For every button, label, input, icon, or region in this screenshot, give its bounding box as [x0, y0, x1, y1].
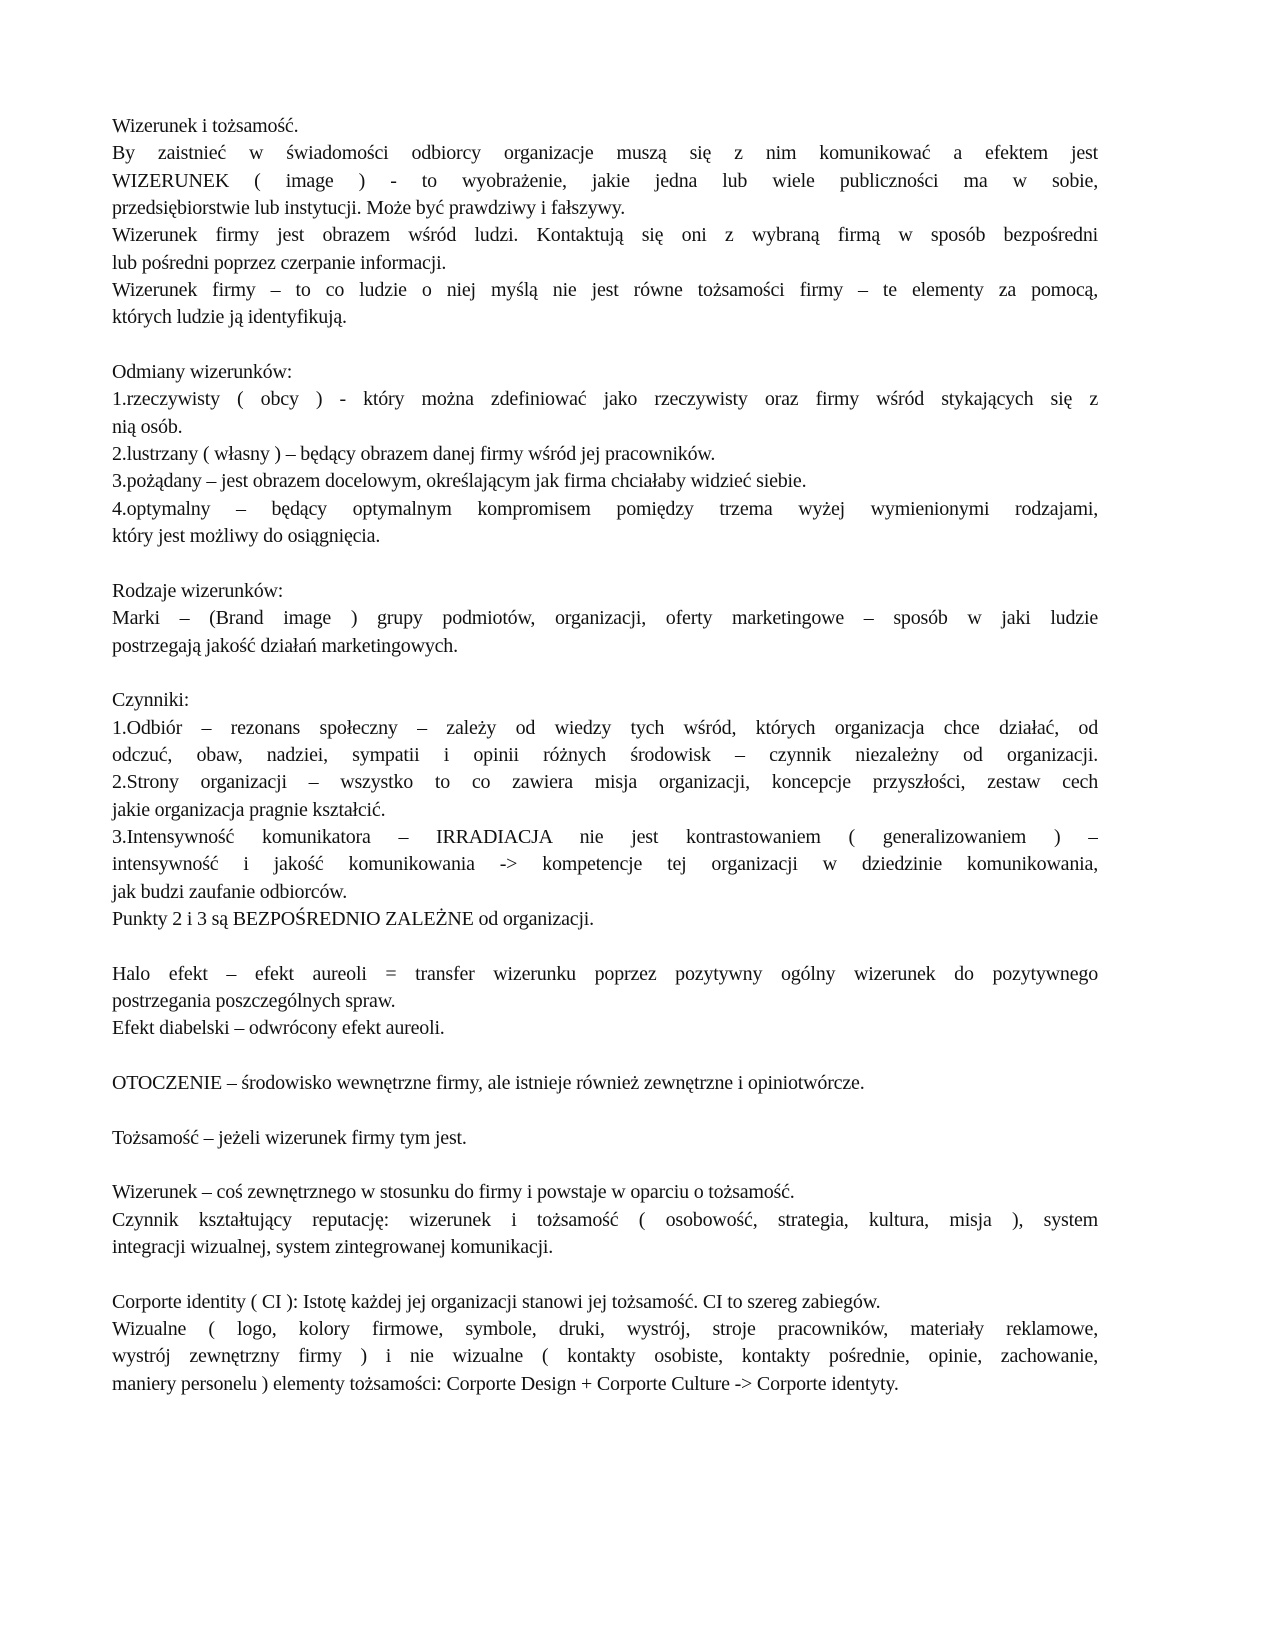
text-line: WIZERUNEK ( image ) - to wyobrażenie, jakie jedna lub wiele publiczności ma w sobie, — [112, 169, 1098, 192]
document-page — [112, 113, 1098, 1398]
text-line: OTOCZENIE – środowisko wewnętrzne firmy, ale istnieje również zewnętrzne i opiniotwórcze. — [112, 1072, 865, 1095]
text-line: 3.pożądany – jest obrazem docelowym, określającym jak firma chciałaby widzieć siebie. — [112, 470, 807, 493]
text-line: lub pośredni poprzez czerpanie informacji. — [112, 251, 447, 274]
text-line: maniery personelu ) elementy tożsamości: Corporte Design + Corporte Culture -> Corporte identyty. — [112, 1372, 899, 1395]
text-line: wystrój zewnętrzny firmy ) i nie wizualne ( kontakty osobiste, kontakty pośrednie, opinie, zachowanie, — [112, 1345, 1098, 1368]
text-line: nią osób. — [112, 415, 183, 438]
text-line: Punkty 2 i 3 są BEZPOŚREDNIO ZALEŻNE od organizacji. — [112, 907, 594, 930]
text-line: 1.Odbiór – rezonans społeczny – zależy od wiedzy tych wśród, których organizacja chce działać, od — [112, 716, 1098, 739]
text-line: Wizualne ( logo, kolory firmowe, symbole, druki, wystrój, stroje pracowników, materiały reklamowe, — [112, 1318, 1098, 1341]
blank-line — [112, 332, 1098, 359]
text-line: postrzegania poszczególnych spraw. — [112, 990, 396, 1012]
blank-line — [112, 1152, 1098, 1179]
blank-line — [112, 660, 1098, 687]
text-line: 2.lustrzany ( własny ) – będący obrazem danej firmy wśród jej pracowników. — [112, 443, 716, 466]
blank-line — [112, 1097, 1098, 1124]
text-line: odczuć, obaw, nadziei, sympatii i opinii różnych środowisk – czynnik niezależny od organizacji. — [112, 743, 1098, 766]
text-line: Tożsamość – jeżeli wizerunek firmy tym jest. — [112, 1126, 467, 1149]
text-line: 4.optymalny – będący optymalnym kompromisem pomiędzy trzema wyżej wymienionymi rodzajami, — [112, 497, 1098, 520]
text-line: Czynnik kształtujący reputację: wizerunek i tożsamość ( osobowość, strategia, kultura, misja ), system — [112, 1208, 1098, 1231]
text-line: Odmiany wizerunków: — [112, 361, 293, 384]
text-line: których ludzie ją identyfikują. — [112, 306, 347, 329]
text-line: integracji wizualnej, system zintegrowanej komunikacji. — [112, 1236, 554, 1259]
blank-line — [112, 1261, 1098, 1288]
text-line: By zaistnieć w świadomości odbiorcy organizacje muszą się z nim komunikować a efektem jest — [112, 142, 1098, 165]
text-line: jak budzi zaufanie odbiorców. — [112, 880, 348, 903]
text-line: Wizerunek firmy – to co ludzie o niej myślą nie jest równe tożsamości firmy – te elementy za pomocą, — [112, 279, 1098, 302]
text-line: Efekt diabelski – odwrócony efekt aureoli. — [112, 1017, 445, 1040]
text-line: 3.Intensywność komunikatora – IRRADIACJA nie jest kontrastowaniem ( generalizowaniem ) – — [112, 825, 1098, 848]
text-line: 2.Strony organizacji – wszystko to co zawiera misja organizacji, koncepcje przyszłości, zestaw cech — [112, 771, 1098, 794]
text-line: 1.rzeczywisty ( obcy ) - który można zdefiniować jako rzeczywisty oraz firmy wśród stykających się z — [112, 388, 1098, 411]
text-line: jakie organizacja pragnie kształcić. — [112, 798, 386, 821]
blank-line — [112, 1043, 1098, 1070]
text-line: Czynniki: — [112, 689, 190, 712]
text-line: Corporte identity ( CI ): Istotę każdej jej organizacji stanowi jej tożsamość. CI to szereg zabiegów. — [112, 1290, 881, 1313]
text-line: intensywność i jakość komunikowania -> kompetencje tej organizacji w dziedzinie komunikowania, — [112, 853, 1098, 876]
text-line: Wizerunek – coś zewnętrznego w stosunku do firmy i powstaje w oparciu o tożsamość. — [112, 1181, 795, 1204]
text-line: postrzegają jakość działań marketingowych. — [112, 634, 458, 657]
text-line: Marki – (Brand image ) grupy podmiotów, organizacji, oferty marketingowe – sposób w jaki ludzie — [112, 607, 1098, 630]
blank-line — [112, 551, 1098, 578]
text-line: Wizerunek firmy jest obrazem wśród ludzi. Kontaktują się oni z wybraną firmą w sposób bezpośredni — [112, 224, 1098, 247]
text-line: przedsiębiorstwie lub instytucji. Może być prawdziwy i fałszywy. — [112, 197, 625, 220]
text-line: Halo efekt – efekt aureoli = transfer wizerunku poprzez pozytywny ogólny wizerunek do pozytywnego — [112, 962, 1098, 985]
blank-line — [112, 933, 1098, 960]
text-line: Rodzaje wizerunków: — [112, 579, 284, 602]
text-line: który jest możliwy do osiągnięcia. — [112, 525, 381, 548]
text-line: Wizerunek i tożsamość. — [112, 115, 299, 137]
